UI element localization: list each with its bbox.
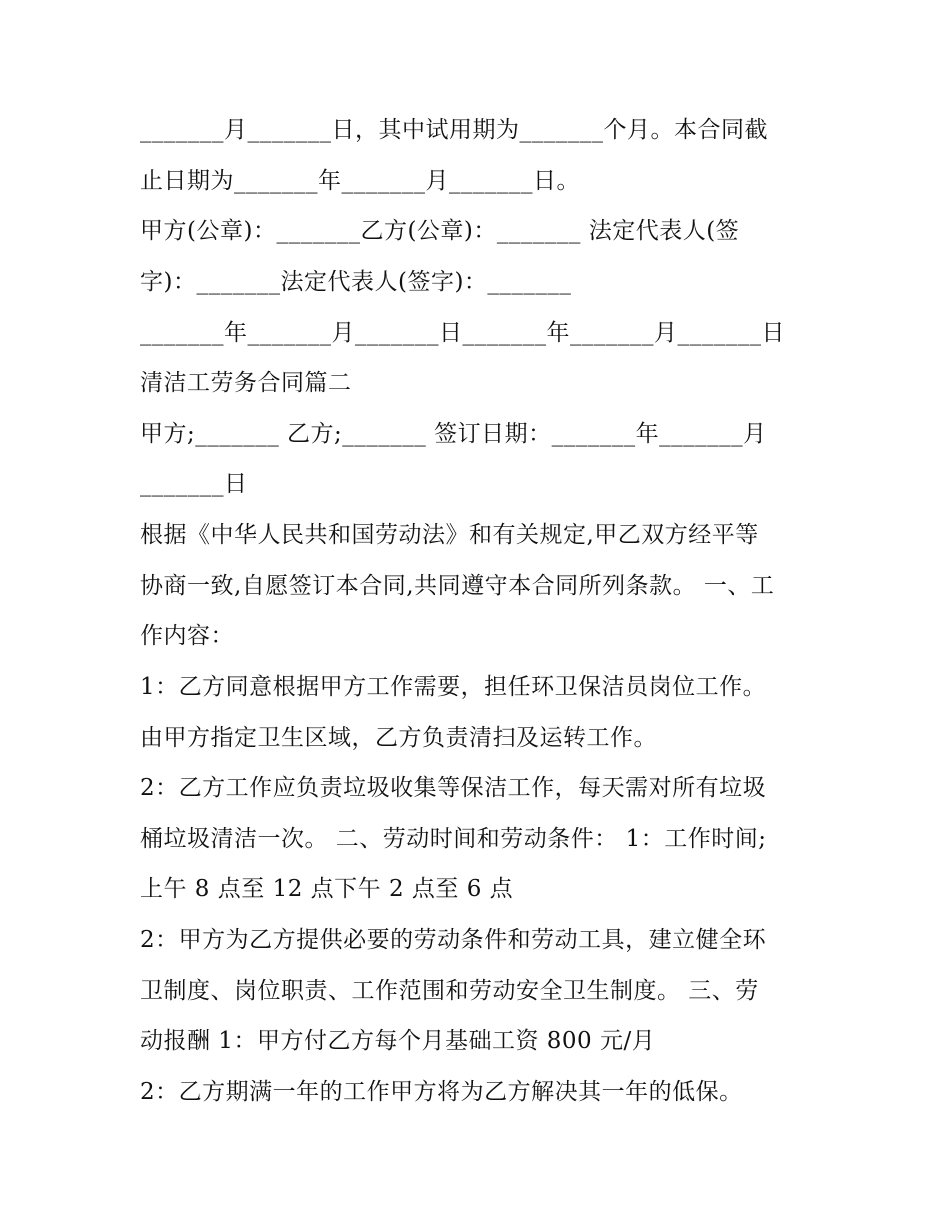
text-line: _______日 (140, 471, 248, 497)
text-line: 上午 8 点至 12 点下午 2 点至 6 点 (140, 876, 514, 902)
text-line: 甲方;_______ 乙方;_______ 签订日期：_______年_______月 (140, 421, 767, 447)
text-line: 根据《中华人民共和国劳动法》和有关规定,甲乙双方经平等 (140, 522, 759, 548)
text-line: 协商一致,自愿签订本合同,共同遵守本合同所列条款。 一、工 (140, 573, 775, 599)
text-line: 字)：_______法定代表人(签字)：_______ (140, 269, 572, 295)
text-line: 动报酬 1：甲方付乙方每个月基础工资 800 元/月 (140, 1028, 656, 1054)
section-heading: 清洁工劳务合同篇二 (140, 370, 352, 396)
text-line: 2：乙方期满一年的工作甲方将为乙方解决其一年的低保。 (140, 1079, 743, 1105)
text-line: 由甲方指定卫生区域，乙方负责清扫及运转工作。 (140, 725, 657, 751)
text-line: 卫制度、岗位职责、工作范围和劳动安全卫生制度。 三、劳 (140, 978, 759, 1004)
text-line: 止日期为_______年_______月_______日。 (140, 168, 580, 194)
text-line: 1：乙方同意根据甲方工作需要，担任环卫保洁员岗位工作。 (140, 674, 767, 700)
text-line: 2：甲方为乙方提供必要的劳动条件和劳动工具，建立健全环 (140, 927, 767, 953)
text-line: 甲方(公章)：_______乙方(公章)：_______ 法定代表人(签 (140, 218, 740, 244)
text-line: _______月_______日，其中试用期为_______个月。本合同截 (140, 117, 768, 143)
text-line: _______年_______月_______日_______年_______月_______日 (140, 320, 785, 346)
text-line: 2：乙方工作应负责垃圾收集等保洁工作，每天需对所有垃圾 (140, 775, 767, 801)
text-line: 桶垃圾清洁一次。 二、劳动时间和劳动条件： 1：工作时间; (140, 826, 767, 852)
text-line: 作内容： (140, 623, 234, 649)
